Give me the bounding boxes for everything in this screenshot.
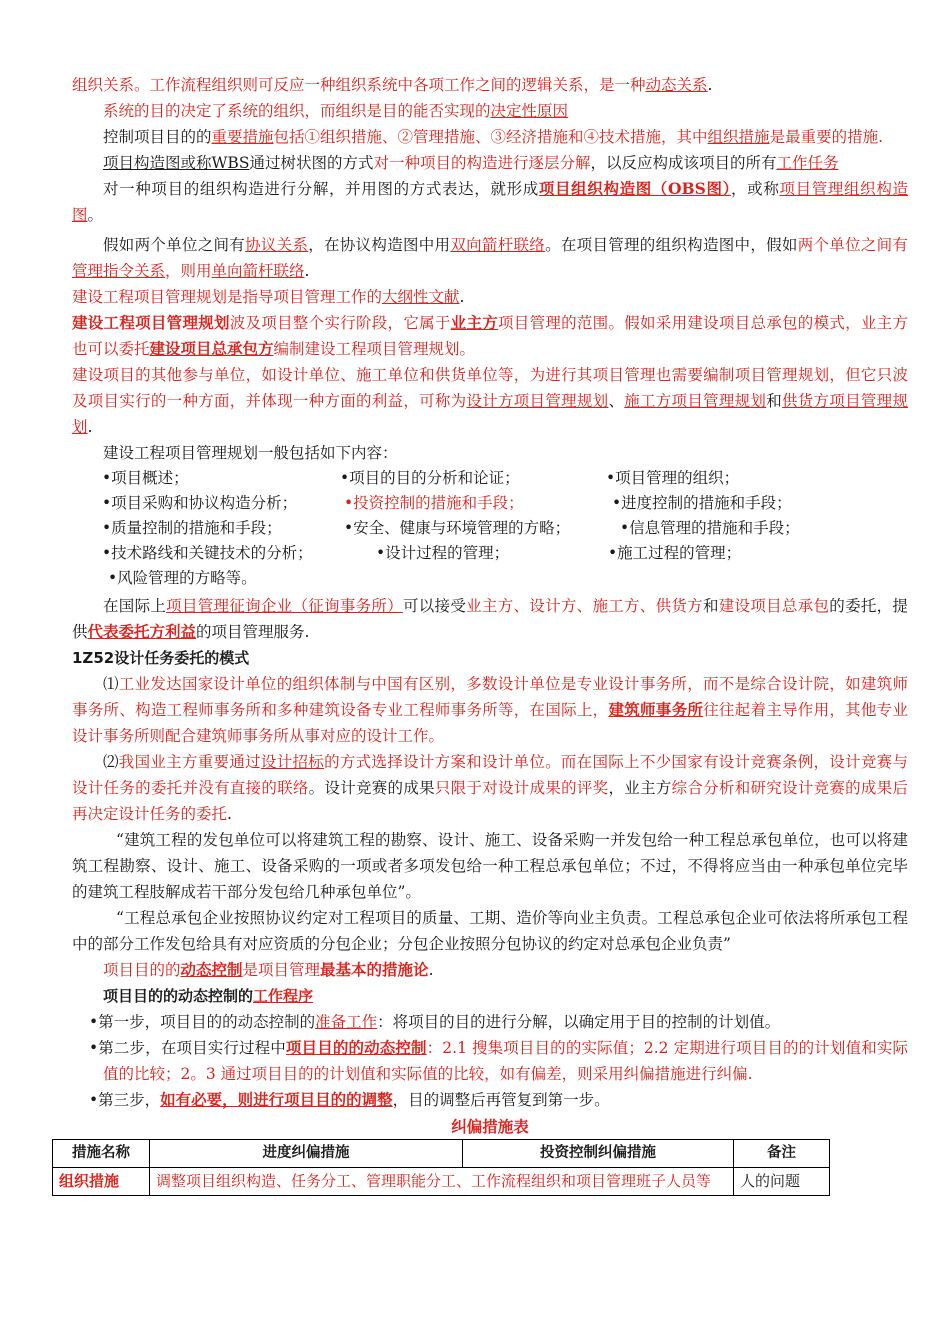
- list-item: •技术路线和关键技术的分析；: [102, 544, 313, 562]
- paragraph-plan-scope: 建设工程项目管理规划波及项目整个实行阶段，它属于业主方项目管理的范围。假如采用建设项目总承包的模式，业主方也可以委托建设项目总承包方编制建设工程项目管理规划。: [72, 313, 908, 358]
- column-header: 备注: [734, 1140, 830, 1168]
- paragraph-design-bidding: ⑵我国业主方重要通过设计招标的方式选择设计方案和设计单位。而在国际上不少国家有设计竞赛条例，设计竞赛与设计任务的委托并没有直接的联络。设计竞赛的成果只限于对设计成果的评奖，业主方综合分析和研究设计竞赛的成果后再决定设计任务的委托.: [72, 753, 908, 823]
- list-item: •项目概述；: [102, 469, 189, 487]
- list-item: •第二步，在项目实行过程中项目目的的动态控制：2.1 搜集项目目的的实际值；2.2 定期进行项目目的的计划值和实际值的比较；2。3 通过项目目的的计划值和实际值的比较，如有偏差，则采用纠偏措施进行纠偏.: [89, 1038, 908, 1083]
- list-item: •项目的目的分析和论证；: [340, 469, 520, 487]
- correction-measures-table: [52, 1139, 830, 1196]
- document-page: [59, 72, 908, 1196]
- quote-general-contractor: “工程总承包企业按照协议约定对工程项目的质量、工期、造价等向业主负责。工程总承包企业可依法将所承包工程中的部分工作发包给具有对应资质的分包企业；分包企业按照分包协议的约定对总承包企业负责”: [72, 909, 908, 953]
- list-item: •第一步，项目目的的动态控制的准备工作：将项目的目的进行分解，以确定用于目的控制的计划值。: [89, 1013, 781, 1031]
- bullet-row: [102, 566, 908, 591]
- paragraph-wbs: 项目构造图或称WBS通过树状图的方式对一种项目的构造进行逐层分解，以反应构成该项目的所有工作任务: [103, 154, 839, 172]
- bullet-row: [102, 491, 908, 516]
- paragraph-arrows: 假如两个单位之间有协议关系，在协议构造图中用双向箭杆联络。在项目管理的组织构造图中，假如两个单位之间有管理指令关系，则用单向箭杆联络.: [72, 236, 908, 280]
- table-header-row: [53, 1140, 830, 1168]
- paragraph-system-goal: 系统的目的决定了系统的组织，而组织是目的能否实现的决定性原因: [103, 102, 569, 120]
- paragraph-obs: 对一种项目的组织构造进行分解，并用图的方式表达，就形成项目组织构造图（OBS图），或称项目管理组织构造图。: [72, 179, 908, 224]
- step-list: [72, 1009, 908, 1113]
- list-item: •质量控制的措施和手段；: [102, 519, 282, 537]
- list-item: •施工过程的管理；: [608, 544, 742, 562]
- quote-contracting: “建筑工程的发包单位可以将建筑工程的勘察、设计、施工、设备采购一并发包给一种工程总承包单位，也可以将建筑工程勘察、设计、施工、设备采购的一项或者多项发包给一种工程总承包单位；不过，不得将应当由一种承包单位完毕的建筑工程肢解成若干部分发包给几种承包单位”。: [72, 831, 908, 901]
- list-item: •进度控制的措施和手段；: [612, 494, 792, 512]
- list-item: •项目采购和协议构造分析；: [102, 494, 298, 512]
- bullet-row: [102, 466, 908, 491]
- paragraph-plan-outline: 建设工程项目管理规划是指导项目管理工作的大纲性文献.: [72, 288, 465, 306]
- paragraph-plan-contents: 建设工程项目管理规划一般包括如下内容：: [103, 444, 398, 462]
- table-cell: 人的问题: [734, 1168, 830, 1196]
- paragraph-org-relation: 组织关系。工作流程组织则可反应一种组织系统中各项工作之间的逻辑关系，是一种动态关系.: [72, 76, 713, 94]
- list-item: •风险管理的方略等。: [108, 569, 257, 587]
- paragraph-dynamic-control: 项目目的的动态控制是项目管理最基本的措施论.: [103, 960, 434, 979]
- table-caption: 纠偏措施表: [451, 1118, 529, 1136]
- list-item: •第三步，如有必要，则进行项目目的的调整，目的调整后再管复到第一步。: [89, 1090, 610, 1109]
- subsection-heading: 项目目的的动态控制的工作程序: [103, 987, 314, 1005]
- paragraph-intl-design: ⑴工业发达国家设计单位的组织体制与中国有区别，多数设计单位是专业设计事务所，而不是综合设计院，如建筑师事务所、构造工程师事务所和多种建筑设备专业工程师事务所等，在国际上，建筑师事务所往往起着主导作用，其他专业设计事务所则配合建筑师事务所从事对应的设计工作。: [72, 675, 908, 745]
- column-header: 进度纠偏措施: [150, 1140, 463, 1168]
- bullet-list: [72, 466, 908, 591]
- column-header: 措施名称: [53, 1140, 150, 1168]
- table-cell: 组织措施: [53, 1168, 150, 1196]
- list-item: •信息管理的措施和手段；: [620, 519, 800, 537]
- bullet-row: [102, 516, 908, 541]
- paragraph-consulting: 在国际上项目管理征询企业（征询事务所）可以接受业主方、设计方、施工方、供货方和建设项目总承包的委托，提供代表委托方利益的项目管理服务.: [72, 597, 908, 641]
- list-item: •投资控制的措施和手段；: [344, 494, 524, 512]
- column-header: 投资控制纠偏措施: [463, 1140, 734, 1168]
- paragraph-other-parties: 建设项目的其他参与单位，如设计单位、施工单位和供货单位等，为进行其项目管理也需要编制项目管理规划，但它只波及项目实行的一种方面，并体现一种方面的利益，可称为设计方项目管理规划、施工方项目管理规划和供货方项目管理规划.: [72, 366, 908, 436]
- paragraph-control-measures: 控制项目目的的重要措施包括①组织措施、②管理措施、③经济措施和④技术措施，其中组织措施是最重要的措施.: [103, 128, 883, 146]
- list-item: •项目管理的组织；: [606, 469, 740, 487]
- bullet-row: [102, 541, 908, 566]
- list-item: •安全、健康与环境管理的方略；: [344, 519, 571, 537]
- table-row: [53, 1168, 830, 1196]
- section-heading: 1Z52设计任务委托的模式: [72, 649, 250, 667]
- list-item: •设计过程的管理；: [376, 544, 510, 562]
- table-cell: 调整项目组织构造、任务分工、管理职能分工、工作流程组织和项目管理班子人员等: [150, 1168, 734, 1196]
